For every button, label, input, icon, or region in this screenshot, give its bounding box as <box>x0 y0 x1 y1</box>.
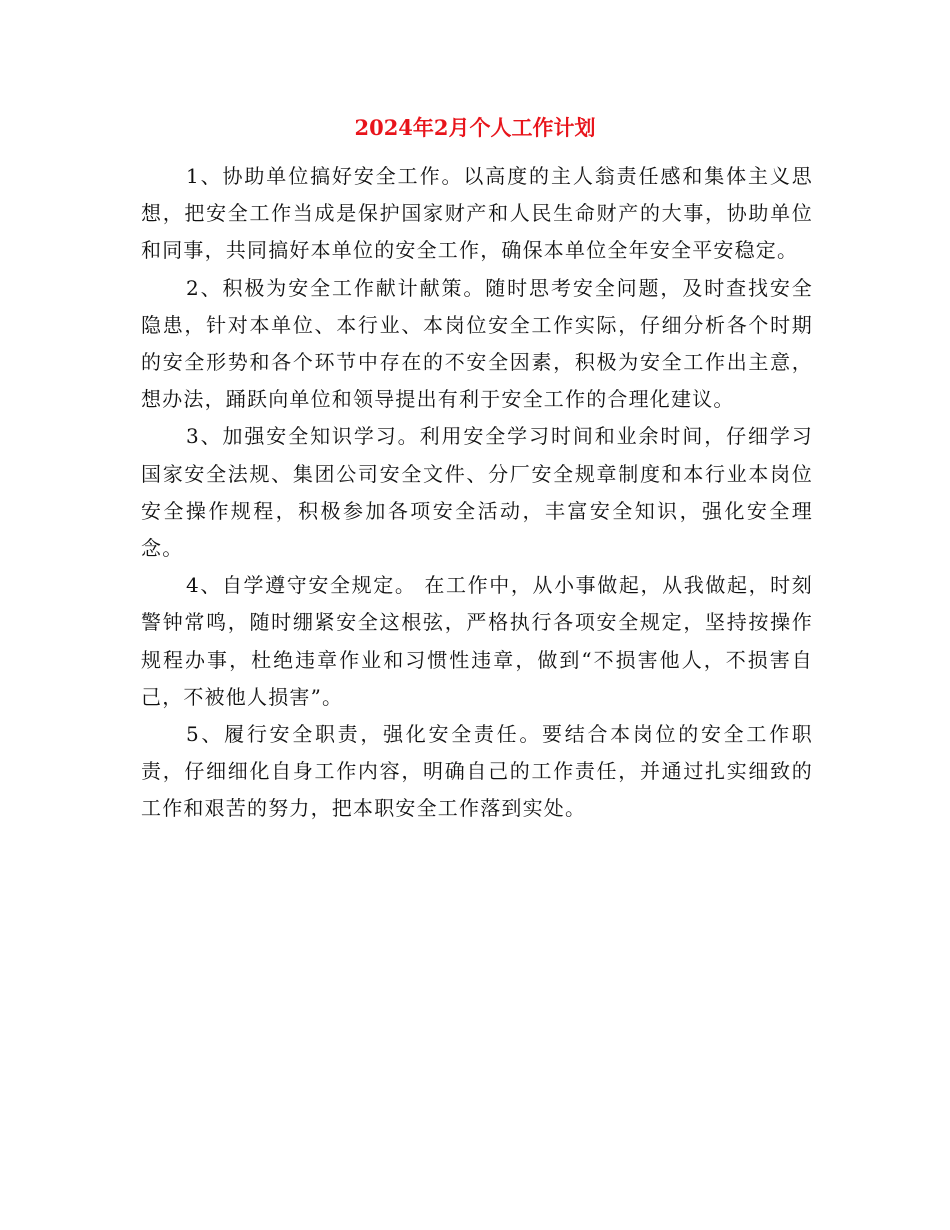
document-body <box>141 158 813 828</box>
paragraph-3: 3、加强安全知识学习。利用安全学习时间和业余时间，仔细学习国家安全法规、集团公司安全文件、分厂安全规章制度和本行业本岗位安全操作规程，积极参加各项安全活动，丰富安全知识，强化安全理念。 <box>141 424 813 561</box>
paragraph-2: 2、积极为安全工作献计献策。随时思考安全问题，及时查找安全隐患，针对本单位、本行业、本岗位安全工作实际，仔细分析各个时期的安全形势和各个环节中存在的不安全因素，积极为安全工作出主意，想办法，踊跃向单位和领导提出有利于安全工作的合理化建议。 <box>141 275 813 412</box>
paragraph-5: 5、履行安全职责，强化安全责任。要结合本岗位的安全工作职责，仔细细化自身工作内容，明确自己的工作责任，并通过扎实细致的工作和艰苦的努力，把本职安全工作落到实处。 <box>141 722 813 821</box>
paragraph-4: 4、自学遵守安全规定。 在工作中，从小事做起，从我做起，时刻警钟常鸣，随时绷紧安全这根弦，严格执行各项安全规定，坚持按操作规程办事，杜绝违章作业和习惯性违章，做到“不损害他人，不损害自己，不被他人损害”。 <box>141 573 813 709</box>
document-title: 2024年2月个人工作计划 <box>354 115 596 140</box>
paragraph-1: 1、协助单位搞好安全工作。以高度的主人翁责任感和集体主义思想，把安全工作当成是保护国家财产和人民生命财产的大事，协助单位和同事，共同搞好本单位的安全工作，确保本单位全年安全平安稳定。 <box>141 164 813 263</box>
